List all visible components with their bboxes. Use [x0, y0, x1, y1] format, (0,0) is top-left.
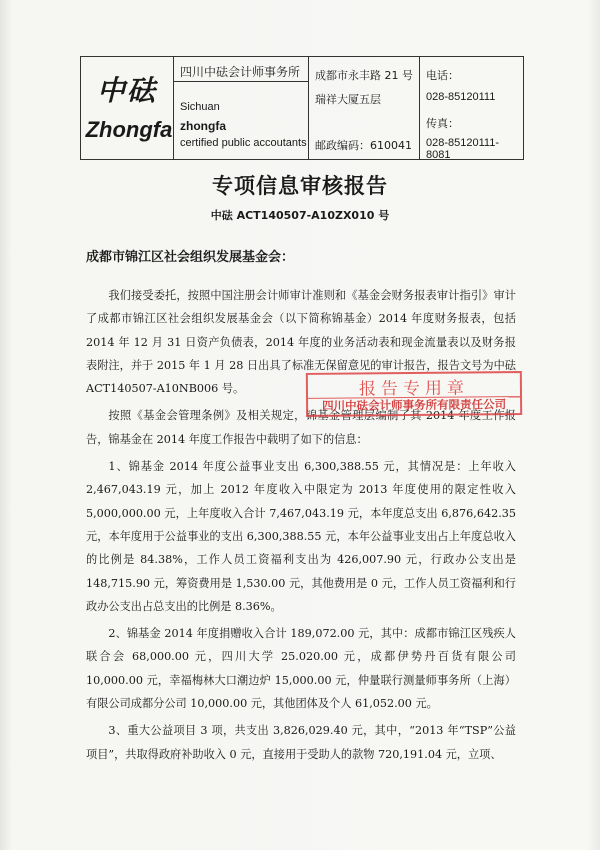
report-seal-stamp — [306, 371, 522, 417]
fax-value: 028-85120111-8081 — [426, 137, 499, 161]
logo — [81, 57, 174, 159]
paragraph-item-3: 3、重大公益项目 3 项，共支出 3,826,029.40 元，其中，“2013 年“TSP”公益项目”，共取得政府补助收入 0 元，直接用于受助人的款物 720,191.04 元，立项、 — [86, 724, 516, 761]
document-number: 中砝 ACT140507-A10ZX010 号 — [210, 209, 390, 222]
tel-value: 028-85120111 — [426, 91, 496, 103]
logo-english: Zhongfa — [85, 117, 173, 142]
postcode: 邮政编码：610041 — [315, 139, 412, 152]
paragraph-basis: 按照《基金会管理条例》及相关规定，锦基金管理层编制了其 2014 年度工作报告，锦基金在 2014 年度工作报告中载明了如下的信息： — [86, 409, 516, 446]
addressee: 成都市锦江区社会组织发展基金会： — [86, 250, 295, 265]
firm-name-en-1: Sichuan — [180, 101, 220, 113]
report-body — [86, 284, 516, 770]
logo-chinese: 中砝 — [96, 74, 157, 107]
paragraph-intro: 我们接受委托，按照中国注册会计师审计准则和《基金会财务报表审计指引》审计了成都市锦江区社会组织发展基金会（以下简称锦基金）2014 年度财务报表，包括 2014 年 12 月 31 日资产负债表，2014 年度的业务活动表和现金流量表以及财务报表附注，并于 2015 年 1 月 28 日出具了标准无保留意见的审计报告，报告文号为中砝 ACT140507-A10NB006 号。 — [86, 289, 516, 396]
paragraph-item-2: 2、锦基金 2014 年度捐赠收入合计 189,072.00 元，其中：成都市锦江区残疾人联合会 68,000.00 元，四川大学 25.020.00 元，成都伊势丹百货有限公司 10,000.00 元，幸福梅林大口潮边炉 15,000.00 元，仲量联行测量师事务所（上海）有限公司成都分公司 10,000.00 元，其他团体及个人 61,052.00 元。 — [86, 627, 516, 711]
letterhead — [80, 56, 524, 160]
firm-name-cell — [174, 57, 309, 159]
tel-label: 电话： — [426, 69, 459, 82]
fax-label: 传真： — [426, 117, 459, 130]
address-line-2: 瑞祥大厦五层 — [315, 93, 381, 106]
address-cell — [309, 57, 420, 159]
contact-cell — [420, 57, 523, 159]
firm-name-en-3: certified public accoutants — [180, 137, 307, 149]
divider — [174, 81, 308, 82]
stamp-firm-name: 四川中砝会计师事务所有限责任公司 — [308, 396, 520, 414]
stamp-title: 报告专用章 — [358, 378, 470, 400]
document-title: 专项信息审核报告 — [212, 174, 388, 198]
firm-name-en-2: zhongfa — [180, 119, 226, 133]
paragraph-item-1: 1、锦基金 2014 年度公益事业支出 6,300,388.55 元，其情况是：上年收入 2,467,043.19 元，加上 2012 年度收入中限定为 2013 年度使用的限定性收入 5,000,000.00 元，上年度收入合计 7,467,043.19 元，本年度总支出 6,876,642.35 元，本年度用于公益事业的支出 6,300,388.55 元，本年公益事业支出占上年度总收入的比例是 84.38%，工作人员工资福利支出为 426,007.90 元，行政办公支出是 148,715.90 元，筹资费用是 1,530.00 元，其他费用是 0 元，工作人员工资福利和行政办公支出占总支出的比例是 8.36%。 — [86, 460, 516, 613]
address-line-1: 成都市永丰路 21 号 — [315, 69, 413, 82]
firm-name-chinese: 四川中砝会计师事务所 — [180, 65, 301, 79]
